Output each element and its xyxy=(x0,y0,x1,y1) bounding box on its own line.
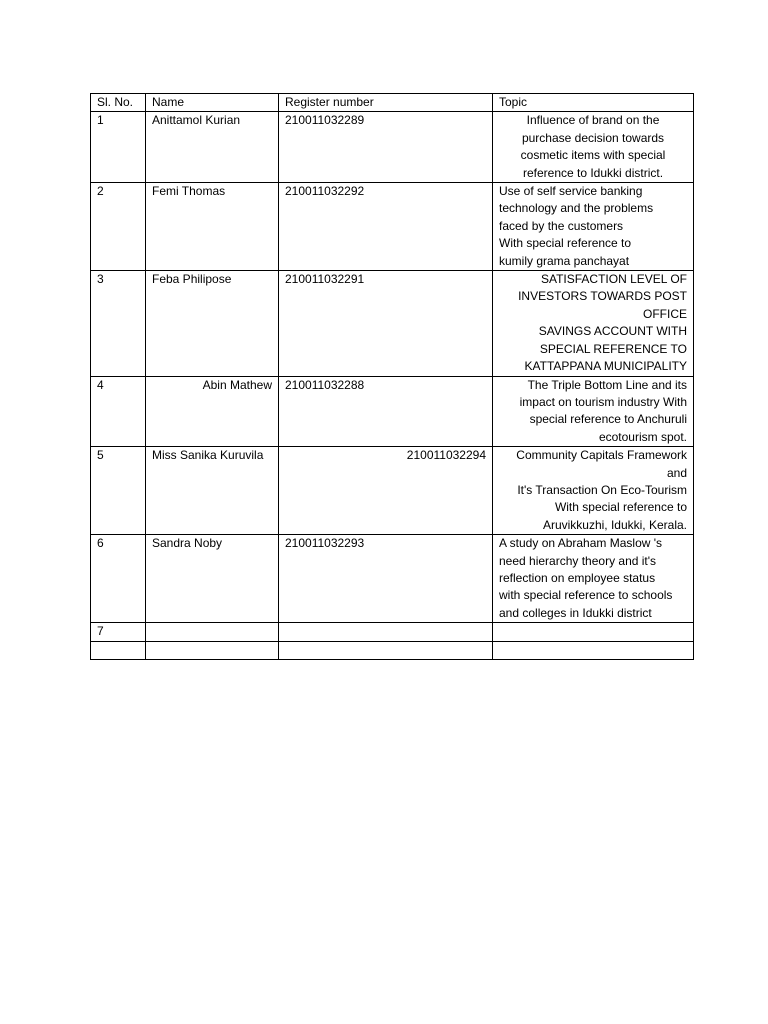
sl-no-cell xyxy=(91,641,146,659)
sl-no-cell: 2 xyxy=(91,183,146,271)
topic-line: KATTAPPANA MUNICIPALITY xyxy=(524,359,687,374)
topic-line: impact on tourism industry With xyxy=(519,394,687,409)
register-number-cell: 210011032289 xyxy=(279,112,493,183)
table-row xyxy=(91,376,694,447)
topic-cell xyxy=(493,447,694,535)
table-row-empty xyxy=(91,641,694,659)
topic-line: SPECIAL REFERENCE TO xyxy=(539,341,687,356)
topic-line: With special reference to xyxy=(554,500,687,515)
topic-line: INVESTORS TOWARDS POST xyxy=(518,289,687,304)
table-row xyxy=(91,447,694,535)
topic-line: cosmetic items with special xyxy=(520,148,666,163)
sl-no-cell: 7 xyxy=(91,623,146,641)
topic-cell xyxy=(493,112,694,183)
header-name: Name xyxy=(146,94,279,112)
topic-line: need hierarchy theory and it's xyxy=(499,553,657,568)
name-cell xyxy=(146,641,279,659)
sl-no-cell: 5 xyxy=(91,447,146,535)
topic-line: faced by the customers xyxy=(499,218,624,233)
topic-cell xyxy=(493,183,694,271)
register-number-cell: 210011032293 xyxy=(279,535,493,623)
name-cell: Feba Philipose xyxy=(146,271,279,376)
table-row xyxy=(91,112,694,183)
topic-line: Influence of brand on the xyxy=(526,113,660,128)
name-cell: Sandra Noby xyxy=(146,535,279,623)
sl-no-cell: 1 xyxy=(91,112,146,183)
topic-line: reference to Idukki district. xyxy=(522,165,664,180)
topic-line: and colleges in Idukki district xyxy=(499,605,652,620)
topic-line: special reference to Anchuruli xyxy=(529,412,687,427)
header-sl-no: Sl. No. xyxy=(91,94,146,112)
topic-cell xyxy=(493,271,694,376)
register-number-cell xyxy=(279,641,493,659)
topic-line: A study on Abraham Maslow 's xyxy=(499,536,663,551)
topic-line: with special reference to schools xyxy=(499,588,673,603)
topic-cell xyxy=(493,376,694,447)
topic-line: technology and the problems xyxy=(499,201,654,216)
header-topic: Topic xyxy=(493,94,694,112)
topic-line: Community Capitals Framework xyxy=(516,448,687,463)
topic-line: It's Transaction On Eco-Tourism xyxy=(517,482,687,497)
topic-line: SATISFACTION LEVEL OF xyxy=(540,272,687,287)
topic-line: Use of self service banking xyxy=(499,184,643,199)
table-row xyxy=(91,271,694,376)
name-cell xyxy=(146,623,279,641)
register-number-cell: 210011032294 xyxy=(279,447,493,535)
sl-no-cell: 4 xyxy=(91,376,146,447)
topic-line: ecotourism spot. xyxy=(598,429,687,444)
topic-cell xyxy=(493,623,694,641)
table-header-row xyxy=(91,94,694,112)
topic-line: purchase decision towards xyxy=(521,130,665,145)
table-row xyxy=(91,623,694,641)
topic-line: kumily grama panchayat xyxy=(499,253,630,268)
register-number-cell: 210011032288 xyxy=(279,376,493,447)
topic-line: and xyxy=(666,465,687,480)
topic-line: SAVINGS ACCOUNT WITH xyxy=(538,324,687,339)
topic-line: reflection on employee status xyxy=(499,570,656,585)
register-number-cell: 210011032291 xyxy=(279,271,493,376)
topic-line: With special reference to xyxy=(499,236,632,251)
topic-cell xyxy=(493,535,694,623)
topic-line: Aruvikkuzhi, Idukki, Kerala. xyxy=(542,517,687,532)
table-row xyxy=(91,535,694,623)
topic-line: The Triple Bottom Line and its xyxy=(527,377,687,392)
register-number-cell xyxy=(279,623,493,641)
topic-cell xyxy=(493,641,694,659)
table-row xyxy=(91,183,694,271)
header-register-number: Register number xyxy=(279,94,493,112)
sl-no-cell: 6 xyxy=(91,535,146,623)
name-cell: Anittamol Kurian xyxy=(146,112,279,183)
name-cell: Abin Mathew xyxy=(146,376,279,447)
name-cell: Femi Thomas xyxy=(146,183,279,271)
name-cell: Miss Sanika Kuruvila xyxy=(146,447,279,535)
student-topic-table xyxy=(90,93,694,660)
topic-line: OFFICE xyxy=(643,306,687,321)
sl-no-cell: 3 xyxy=(91,271,146,376)
register-number-cell: 210011032292 xyxy=(279,183,493,271)
